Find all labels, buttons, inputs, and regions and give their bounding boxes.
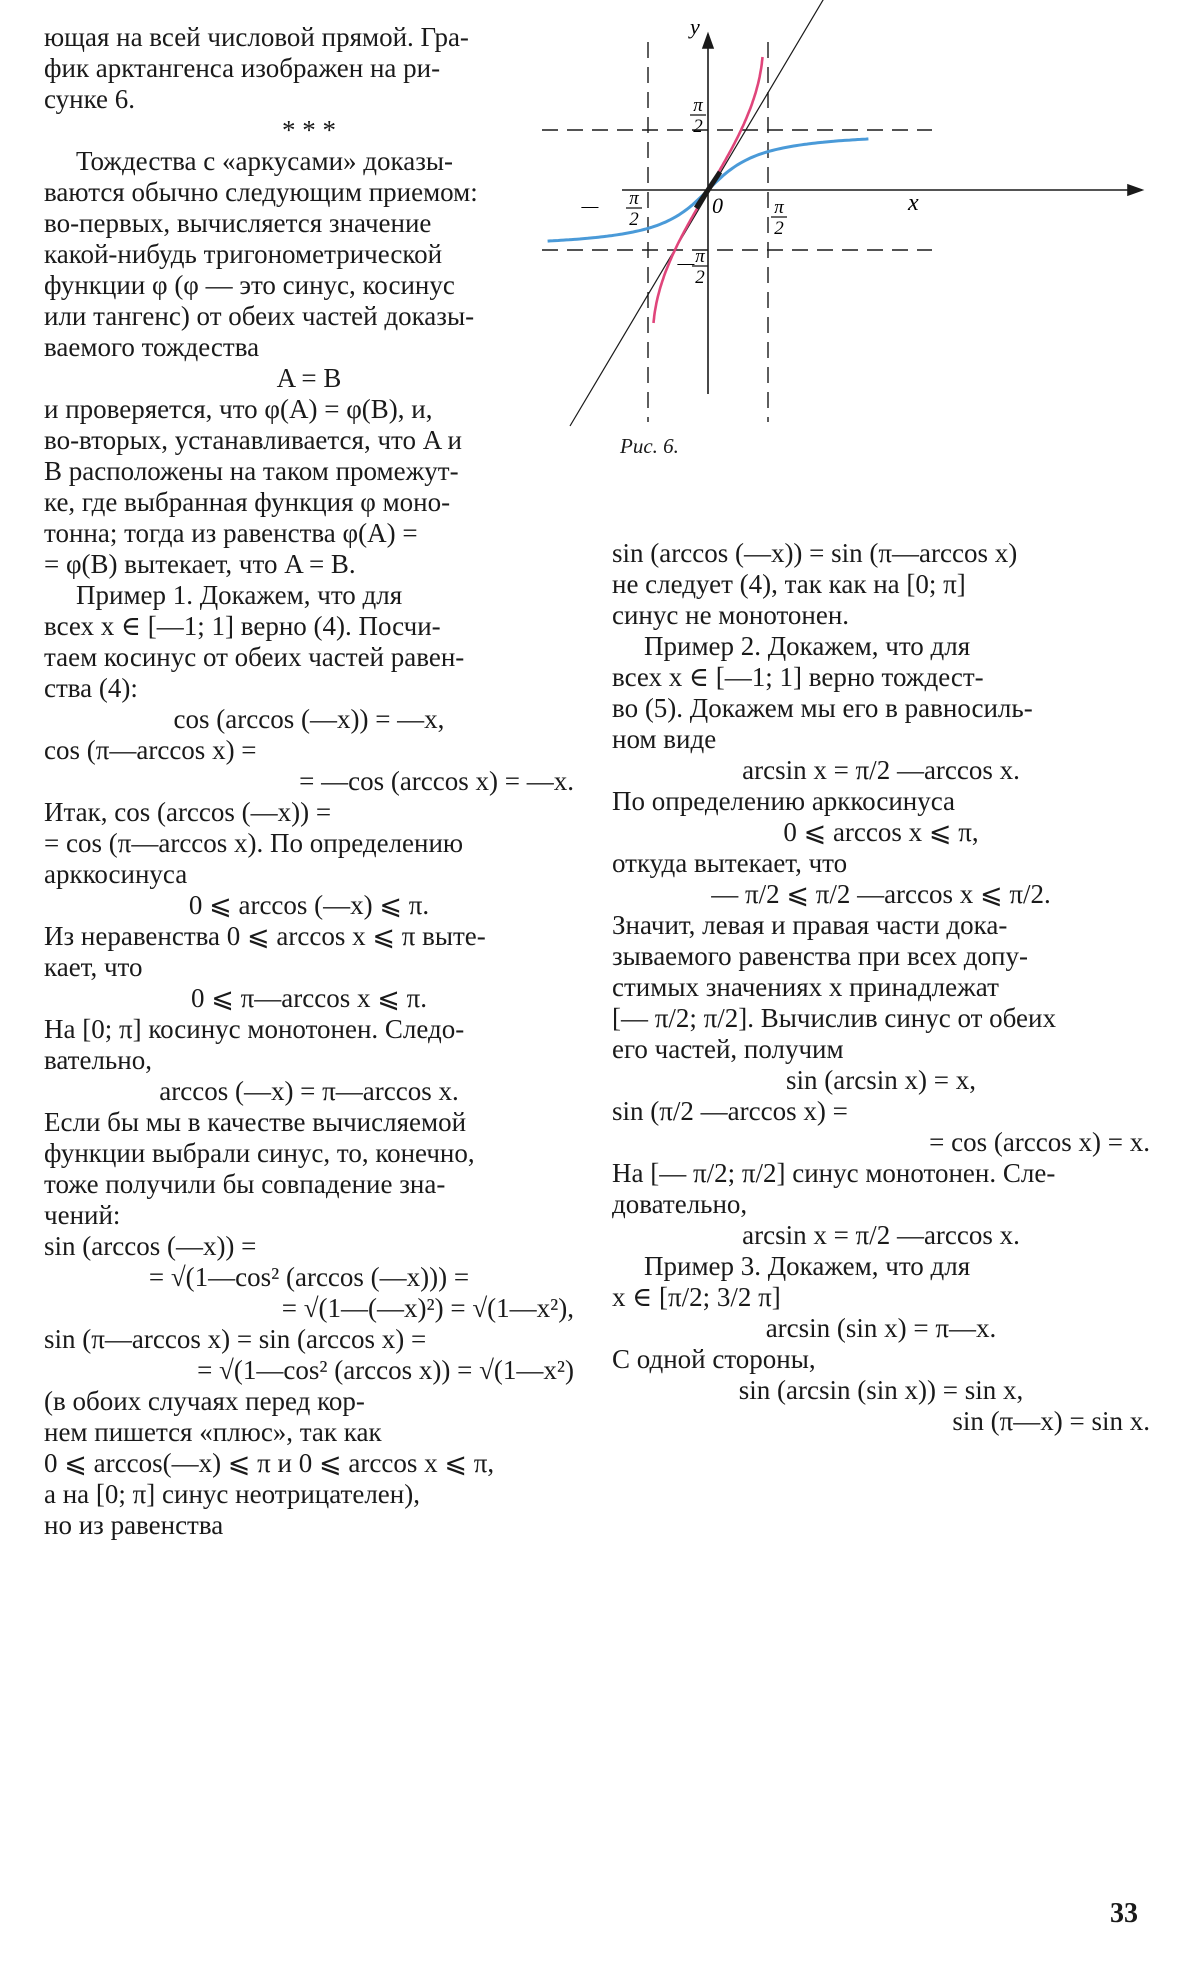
- right-line: arcsin x = π/2 —arccos x.: [742, 755, 1020, 785]
- left-line: cos (arccos (—x)) = —x,: [173, 704, 445, 734]
- left-line: ваемого тождества: [44, 332, 260, 362]
- left-line: = —cos (arccos x) = —x.: [299, 766, 574, 796]
- left-line: Если бы мы в качестве вычисляемой: [44, 1107, 467, 1137]
- left-line: вательно,: [44, 1045, 152, 1075]
- right-line: зываемого равенства при всех допу-: [612, 941, 1028, 971]
- right-line: — π/2 ⩽ π/2 —arccos x ⩽ π/2.: [711, 879, 1051, 909]
- left-line: ства (4):: [44, 673, 138, 703]
- left-line: или тангенс) от обеих частей доказы-: [44, 301, 475, 331]
- tick-y-pi-num: π: [693, 95, 703, 116]
- left-line: = cos (π—arccos x). По определению: [44, 828, 464, 858]
- tick-x-minus-pi-den: 2: [629, 209, 639, 230]
- left-line: sin (arccos (—x)) =: [44, 1231, 257, 1261]
- right-line: На [— π/2; π/2] синус монотонен. Сле-: [612, 1158, 1056, 1188]
- right-line: sin (arcsin x) = x,: [786, 1065, 976, 1095]
- left-line: но из равенства: [44, 1510, 224, 1540]
- line-y-equals-x: [570, 0, 848, 426]
- right-line: во (5). Докажем мы его в равносиль-: [612, 693, 1033, 723]
- tick-x-pi-num: π: [774, 197, 784, 218]
- left-line: * * *: [282, 115, 336, 145]
- figure-arctan-graph: [581, 14, 1172, 462]
- right-line: sin (arccos (—x)) = sin (π—arccos x): [612, 538, 1018, 568]
- left-line: а на [0; π] синус неотрицателен),: [44, 1479, 420, 1509]
- left-line: 0 ⩽ arccos (—x) ⩽ π.: [188, 890, 430, 920]
- right-line: 0 ⩽ arccos x ⩽ π,: [783, 817, 979, 847]
- tick-y-minus-pi-den: 2: [695, 267, 705, 288]
- right-line: Значит, левая и правая части дока-: [612, 910, 1008, 940]
- left-line: ке, где выбранная функция φ моно-: [44, 487, 451, 517]
- left-line: таем косинус от обеих частей равен-: [44, 642, 465, 672]
- figure-caption: Рис. 6.: [620, 434, 679, 458]
- right-line: ном виде: [612, 724, 717, 754]
- left-line: arccos (—x) = π—arccos x.: [159, 1076, 459, 1106]
- left-line: Из неравенства 0 ⩽ arccos x ⩽ π выте-: [44, 921, 486, 951]
- right-line: = cos (arccos x) = x.: [929, 1127, 1150, 1157]
- right-line: довательно,: [612, 1189, 748, 1219]
- left-line: A = B: [276, 363, 342, 393]
- axis-x-label: x: [908, 190, 919, 216]
- left-line: всех x ∈ [—1; 1] верно (4). Посчи-: [44, 611, 441, 641]
- right-line: его частей, получим: [612, 1034, 844, 1064]
- right-column: [612, 538, 1150, 1437]
- left-line: sin (π—arccos x) = sin (arccos x) =: [44, 1324, 427, 1354]
- page-number: 33: [1110, 1898, 1138, 1929]
- right-line: sin (π—x) = sin x.: [952, 1406, 1150, 1436]
- tick-y-pi-den: 2: [693, 116, 703, 137]
- left-line: cos (π—arccos x) =: [44, 735, 257, 765]
- right-line: откуда вытекает, что: [612, 848, 848, 878]
- left-line: во-вторых, устанавливается, что A и: [44, 425, 462, 455]
- right-line: Пример 3. Докажем, что для: [644, 1251, 971, 1281]
- right-line: arcsin x = π/2 —arccos x.: [742, 1220, 1020, 1250]
- origin-label: 0: [712, 193, 723, 218]
- right-line: стимых значениях x принадлежат: [612, 972, 999, 1002]
- left-line: функции выбрали синус, то, конечно,: [44, 1138, 475, 1168]
- right-line: не следует (4), так как на [0; π]: [612, 569, 966, 599]
- left-line: функции φ (φ — это синус, косинус: [44, 270, 455, 300]
- left-column: [44, 22, 574, 1541]
- left-line: На [0; π] косинус монотонен. Следо-: [44, 1014, 465, 1044]
- right-line: arcsin (sin x) = π—x.: [765, 1313, 997, 1343]
- right-line: sin (arcsin (sin x)) = sin x,: [738, 1375, 1024, 1405]
- left-line: (в обоих случаях перед кор-: [44, 1386, 365, 1416]
- left-line: ющая на всей числовой прямой. Гра-: [44, 22, 469, 52]
- x-axis-arrow: [1128, 185, 1142, 195]
- left-line: тонна; тогда из равенства φ(A) =: [44, 518, 418, 548]
- left-line: фик арктангенса изображен на ри-: [44, 53, 441, 83]
- left-line: 0 ⩽ arccos(—x) ⩽ π и 0 ⩽ arccos x ⩽ π,: [44, 1448, 495, 1478]
- left-line: Тождества с «аркусами» доказы-: [76, 146, 454, 176]
- tick-x-pi-den: 2: [774, 218, 784, 239]
- left-line: сунке 6.: [44, 84, 136, 114]
- left-line: B расположены на таком промежут-: [44, 456, 459, 486]
- tick-x-minus-pi-num: π: [629, 188, 639, 209]
- tick-x-minus-sign: —: [581, 196, 599, 217]
- y-axis-arrow: [703, 34, 713, 48]
- right-line: Пример 2. Докажем, что для: [644, 631, 971, 661]
- left-line: = √(1—cos² (arccos x)) = √(1—x²): [197, 1355, 574, 1385]
- left-line: = √(1—cos² (arccos (—x))) =: [148, 1262, 470, 1292]
- right-line: [— π/2; π/2]. Вычислив синус от обеих: [612, 1003, 1056, 1033]
- left-line: во-первых, вычисляется значение: [44, 208, 432, 238]
- left-line: ваются обычно следующим приемом:: [44, 177, 478, 207]
- right-line: синус не монотонен.: [612, 600, 850, 630]
- left-line: = √(1—(—x)²) = √(1—x²),: [281, 1293, 574, 1323]
- left-line: Пример 1. Докажем, что для: [76, 580, 403, 610]
- right-line: По определению арккосинуса: [612, 786, 956, 816]
- left-line: 0 ⩽ π—arccos x ⩽ π.: [191, 983, 427, 1013]
- axis-y-label: y: [690, 14, 700, 39]
- left-line: арккосинуса: [44, 859, 188, 889]
- left-line: какой-нибудь тригонометрической: [44, 239, 443, 269]
- tick-y-minus-pi-num: π: [695, 246, 705, 267]
- right-line: С одной стороны,: [612, 1344, 816, 1374]
- left-line: нем пишется «плюс», так как: [44, 1417, 382, 1447]
- right-line: x ∈ [π/2; 3/2 π]: [612, 1282, 781, 1312]
- left-line: и проверяется, что φ(A) = φ(B), и,: [44, 394, 433, 424]
- left-line: Итак, cos (arccos (—x)) =: [44, 797, 332, 827]
- right-line: sin (π/2 —arccos x) =: [612, 1096, 848, 1126]
- left-line: кает, что: [44, 952, 143, 982]
- left-line: чений:: [44, 1200, 121, 1230]
- left-line: тоже получили бы совпадение зна-: [44, 1169, 446, 1199]
- right-line: всех x ∈ [—1; 1] верно тождест-: [612, 662, 984, 692]
- tick-y-minus-sign: —: [677, 253, 695, 274]
- left-line: = φ(B) вытекает, что A = B.: [44, 549, 356, 579]
